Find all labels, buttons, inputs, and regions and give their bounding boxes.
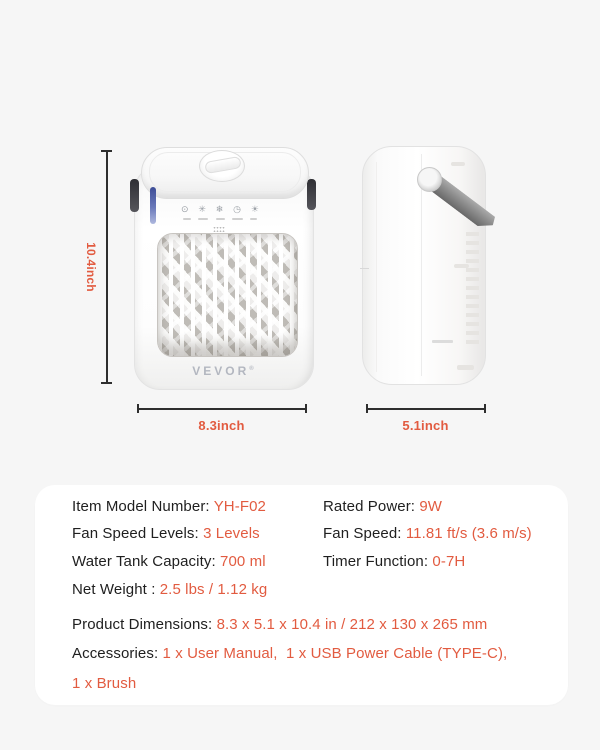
spec-value: 3 Levels (203, 525, 260, 542)
height-dimension-line (106, 151, 108, 383)
fan-icon: ✳ (198, 204, 206, 214)
fan-grille (157, 233, 298, 357)
spec-label: Timer Function: (323, 553, 433, 570)
spec-value: 700 ml (220, 553, 266, 570)
depth-dimension-line (366, 408, 485, 410)
side-vent-pill (457, 365, 474, 370)
depth-dimension-cap-left (366, 404, 368, 413)
spec-value: YH-F02 (213, 498, 266, 515)
side-tiny-print (432, 340, 453, 343)
spec-label: Item Model Number: (72, 498, 214, 515)
width-dimension-line (137, 408, 306, 410)
handle-pivot (417, 167, 442, 192)
spec-product-dimensions (72, 615, 487, 635)
water-level-indicator (150, 187, 156, 224)
spec-card (35, 485, 568, 705)
side-notch (360, 268, 369, 269)
depth-label: 5.1inch (402, 418, 449, 433)
spec-rated-power (323, 497, 442, 517)
spec-label: Rated Power: (323, 498, 420, 515)
brand-registered-mark: ® (249, 366, 254, 372)
spec-accessories (72, 644, 507, 664)
spec-label: Product Dimensions: (72, 616, 217, 633)
right-clip (307, 179, 316, 210)
width-dimension-cap-right (305, 404, 307, 413)
side-vent-pill (451, 162, 465, 166)
spec-label: Fan Speed Levels: (72, 525, 204, 542)
timer-icon: ◷ (233, 204, 242, 214)
spec-item-model (72, 497, 266, 517)
brand-logo-text: VEVOR (192, 364, 250, 378)
spec-label: Accessories: (72, 645, 163, 662)
mist-dots-mark (213, 226, 225, 233)
width-dimension-cap-left (137, 404, 139, 413)
spec-label: Fan Speed: (323, 525, 406, 542)
side-vent-slats (466, 232, 479, 344)
spec-water-tank-capacity (72, 552, 266, 572)
spec-value: 9W (419, 498, 443, 515)
spec-value: 0-7H (432, 553, 466, 570)
side-crease-line (376, 162, 377, 372)
side-vent-pill (454, 264, 469, 268)
light-icon: ☀ (250, 204, 259, 214)
height-label: 10.4inch (84, 242, 98, 292)
control-icon-captions (183, 218, 257, 220)
spec-value: 1 x User Manual, 1 x USB Power Cable (TYPE-C), (162, 645, 508, 662)
spec-fan-speed (323, 524, 532, 544)
height-dimension-cap-top (101, 150, 112, 152)
spec-accessories-continued (72, 674, 136, 694)
depth-dimension-cap-right (484, 404, 486, 413)
spec-value: 1 x Brush (72, 675, 137, 692)
left-clip (130, 179, 139, 212)
width-label: 8.3inch (198, 418, 245, 433)
cool-icon: ❄ (215, 204, 224, 214)
spec-value: 8.3 x 5.1 x 10.4 in / 212 x 130 x 265 mm (216, 616, 488, 633)
spec-label: Water Tank Capacity: (72, 553, 220, 570)
spec-timer-function (323, 552, 465, 572)
power-icon: ⊙ (181, 204, 189, 214)
spec-net-weight (72, 580, 267, 600)
spec-label: Net Weight : (72, 581, 160, 598)
brand-logo (134, 364, 312, 378)
spec-value: 11.81 ft/s (3.6 m/s) (405, 525, 532, 542)
height-dimension-cap-bottom (101, 382, 112, 384)
spec-value: 2.5 lbs / 1.12 kg (159, 581, 268, 598)
spec-fan-speed-levels (72, 524, 260, 544)
control-icons-row (181, 204, 259, 214)
